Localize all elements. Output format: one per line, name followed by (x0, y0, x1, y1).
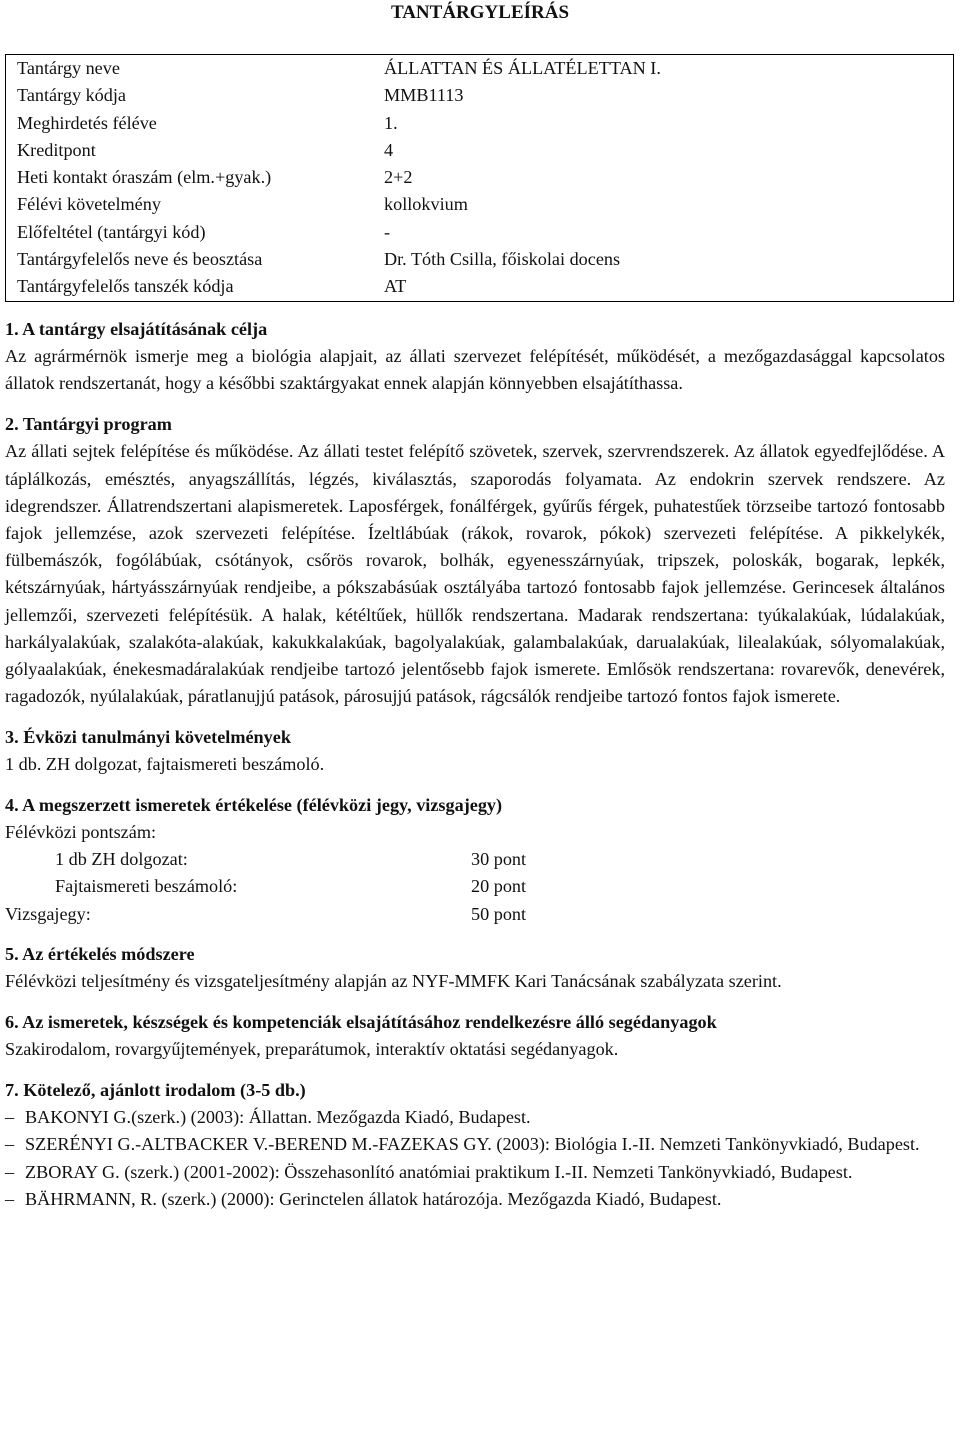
table-row (6, 246, 954, 273)
section-title-program: 2. Tantárgyi program (5, 414, 172, 435)
section-title-literature: 7. Kötelező, ajánlott irodalom (3-5 db.) (5, 1080, 306, 1101)
info-value-credits: 4 (384, 139, 394, 160)
info-label-semester: Meghirdetés féléve (17, 112, 157, 133)
dash-bullet: – (5, 1107, 15, 1128)
score-label: 1 db ZH dolgozat: (55, 849, 188, 870)
course-info-table (5, 54, 954, 302)
list-item (5, 1104, 945, 1131)
document-title: TANTÁRGYLEÍRÁS (390, 2, 570, 23)
table-row (6, 110, 954, 137)
info-label-prerequisite: Előfeltétel (tantárgyi kód) (17, 221, 206, 242)
section-text-method: Félévközi teljesítmény és vizsgateljesítmény alapján az NYF-MMFK Kari Tanácsának szabályzata szerint. (5, 971, 782, 992)
info-label-requirement: Félévi követelmény (17, 194, 161, 215)
table-row (6, 164, 954, 191)
info-value-requirement: kollokvium (384, 194, 468, 215)
info-label-subject-code: Tantárgy kódja (17, 85, 126, 106)
info-value-weekly-hours: 2+2 (384, 167, 413, 188)
score-points: 30 pont (471, 849, 527, 870)
info-label-credits: Kreditpont (17, 139, 96, 160)
exam-points: 50 pont (471, 903, 527, 924)
exam-label: Vizsgajegy: (5, 903, 91, 924)
info-label-department-code: Tantárgyfelelős tanszék kódja (17, 276, 234, 297)
list-item (5, 1159, 945, 1186)
section-text-goal: Az agrármérnök ismerje meg a biológia alapjait, az állati szervezet felépítését, működését, a mezőgazdasággal kapcsolatos állatok rendszertanát, hogy a későbbi szaktárgyakat ennek alapján könnyebben elsajátíthassa. (5, 346, 945, 394)
reference-text: ZBORAY G. (szerk.) (2001-2002): Összehasonlító anatómiai praktikum I.-II. Nemzeti Tankönyvkiadó, Budapest. (25, 1161, 853, 1182)
document-body (5, 316, 945, 1213)
table-row (6, 273, 954, 301)
list-item (5, 1186, 945, 1213)
reference-text: SZERÉNYI G.-ALTBACKER V.-BEREND M.-FAZEKAS GY. (2003): Biológia I.-II. Nemzeti Tankönyvkiadó, Budapest. (25, 1134, 920, 1155)
info-value-semester: 1. (384, 112, 398, 133)
section-text-resources: Szakirodalom, rovargyűjtemények, preparátumok, interaktív oktatási segédanyagok. (5, 1039, 619, 1060)
section-title-goal: 1. A tantárgy elsajátításának célja (5, 319, 268, 339)
evaluation-subtitle: Félévközi pontszám: (5, 821, 157, 842)
section-text-requirements: 1 db. ZH dolgozat, fajtaismereti beszámoló. (5, 754, 325, 775)
table-row (5, 873, 526, 900)
dash-bullet: – (5, 1161, 15, 1182)
info-value-subject-name: ÁLLATTAN ÉS ÁLLATÉLETTAN I. (384, 58, 661, 78)
table-row (6, 137, 954, 164)
table-row (5, 846, 526, 873)
table-row (6, 191, 954, 218)
info-label-weekly-hours: Heti kontakt óraszám (elm.+gyak.) (17, 167, 272, 188)
info-value-prerequisite: - (384, 221, 391, 242)
info-value-department-code: AT (384, 276, 407, 297)
table-row (6, 55, 954, 83)
dash-bullet: – (5, 1188, 15, 1209)
info-label-subject-name: Tantárgy neve (17, 58, 120, 78)
score-label: Fajtaismereti beszámoló: (55, 876, 238, 897)
section-title-resources: 6. Az ismeretek, készségek és kompetenciák elsajátításához rendelkezésre álló segédanyagok (5, 1012, 717, 1033)
reference-text: BÄHRMANN, R. (szerk.) (2000): Gerinctelen állatok határozója. Mezőgazda Kiadó, Budapest. (25, 1188, 722, 1209)
reference-text: BAKONYI G.(szerk.) (2003): Állattan. Mezőgazda Kiadó, Budapest. (25, 1107, 531, 1128)
reference-list (5, 1104, 945, 1213)
table-row (6, 82, 954, 109)
dash-bullet: – (5, 1134, 15, 1155)
table-row (5, 901, 526, 928)
section-title-requirements: 3. Évközi tanulmányi követelmények (5, 726, 291, 747)
score-points: 20 pont (471, 876, 527, 897)
list-item (5, 1131, 945, 1158)
score-table (5, 846, 526, 928)
section-title-evaluation: 4. A megszerzett ismeretek értékelése (félévközi jegy, vizsgajegy) (5, 794, 503, 815)
info-value-subject-code: MMB1113 (384, 85, 464, 106)
info-label-responsible: Tantárgyfelelős neve és beosztása (17, 249, 263, 270)
table-row (6, 219, 954, 246)
info-value-responsible: Dr. Tóth Csilla, főiskolai docens (384, 249, 621, 270)
section-title-method: 5. Az értékelés módszere (5, 944, 195, 965)
section-text-program: Az állati sejtek felépítése és működése. Az állati testet felépítő szövetek, szervek, szervrendszerek. Az állatok egyedfejlődése. A táplálkozás, emésztés, anyagszállítás, légzés, kiválasztás, szaporodás folyamata. Az endokrin szervek rendszere. Az idegrendszer. Állatrendszertani alapismeretek. Laposférgek, fonálférgek, gyűrűs férgek, puhatestűek törzseibe tartozó fontosabb fajok jellemzése, azok szervezeti felépítése. Ízeltlábúak (rákok, rovarok, pókok) szervezeti felépítése. A pikkelykék, fülbemászók, fogólábúak, csótányok, csőrös rovarok, bolhák, egyenesszárnyúak, tripszek, poloskák, bogarak, lepkék, kétszárnyúak, hártyásszárnyúak rendjeibe, a pókszabásúak osztályába tartozó fontosabb fajok jellemzése. Gerincesek általános jellemzői, szervezeti felépítésük. A halak, kétéltűek, hüllők rendszertana. Madarak rendszertana: tyúkalakúak, lúdalakúak, harkályalakúak, szalakóta-alakúak, kakukkalakúak, bagolyalakúak, galambalakúak, darualakúak, lilealakúak, sólyomalakúak, gólyaalakúak, énekesmadáralakúak rendjeibe tartozó jelentősebb fajok ismerete. Emlősök rendszertana: rovarevők, denevérek, ragadozók, nyúlalakúak, páratlanujjú patások, párosujjú patások, rágcsálók rendjeibe tartozó fontos fajok ismerete. (5, 441, 945, 707)
